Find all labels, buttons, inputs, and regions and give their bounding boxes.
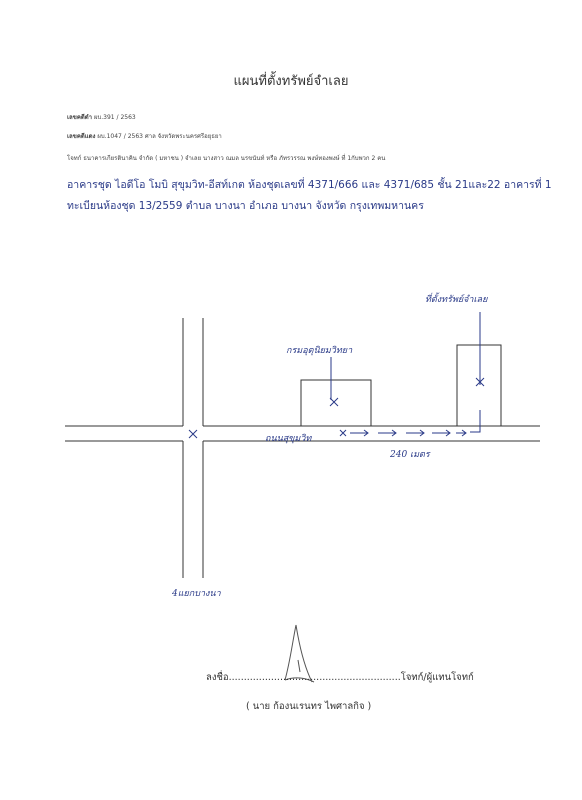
parties-line: โจทก์ ธนาคารเกียรตินาคิน จำกัด ( มหาชน ) จำเลย นางสาว ณมล นรขนันท์ หรือ ภัทรวรรณ พงษ์ทองพงษ์ ที่ 1กับพวก 2 คน: [67, 155, 386, 162]
label-road: ถนนสุขุมวิท: [265, 434, 312, 444]
arrow-5: [456, 430, 466, 436]
building-mid: [301, 380, 371, 426]
signature-line: ลงชื่อ.........................................................โจทก์/ผู้แทนโจทก์: [206, 672, 474, 683]
case-black-value: ผบ.391 / 2563: [93, 114, 136, 121]
case-black-label: เลขคดีดำ: [67, 114, 93, 121]
document-title: แผนที่ตั้งทรัพย์จำเลย: [233, 74, 349, 89]
building-property: [457, 345, 501, 426]
signatory-name: ( นาย ก้องนเรนทร ไพศาลกิจ ): [246, 701, 372, 712]
case-red-value: ผบ.1047 / 2563: [97, 133, 143, 140]
intersection-mark: [189, 430, 197, 438]
court-name: ศาล จังหวัดพระนครศรีอยุธยา: [144, 133, 222, 140]
arrow-2: [378, 430, 396, 436]
label-intersection: 4แยกบางนา: [172, 589, 221, 599]
arrow-4: [432, 430, 450, 436]
case-red-label: เลขคดีแดง: [67, 133, 96, 140]
description-line-1: อาคารชุด ไอดีโอ โมบิ สุขุมวิท-อีสท์เกต ห้องชุดเลขที่ 4371/666 และ 4371/685 ชั้น 21และ22 อาคารที่ 1: [67, 179, 552, 191]
property-entry-line: [470, 410, 480, 432]
label-meteorological-dept: กรมอุตุนิยมวิทยา: [286, 346, 353, 356]
label-distance: 240 เมตร: [390, 450, 430, 460]
arrow-1: [350, 430, 368, 436]
label-property: ที่ตั้งทรัพย์จำเลย: [425, 295, 488, 305]
arrow-3: [406, 430, 424, 436]
road-mark: [340, 430, 346, 436]
description-line-2: ทะเบียนห้องชุด 13/2559 ตำบล บางนา อำเภอ บางนา จังหวัด กรุงเทพมหานคร: [67, 200, 424, 212]
